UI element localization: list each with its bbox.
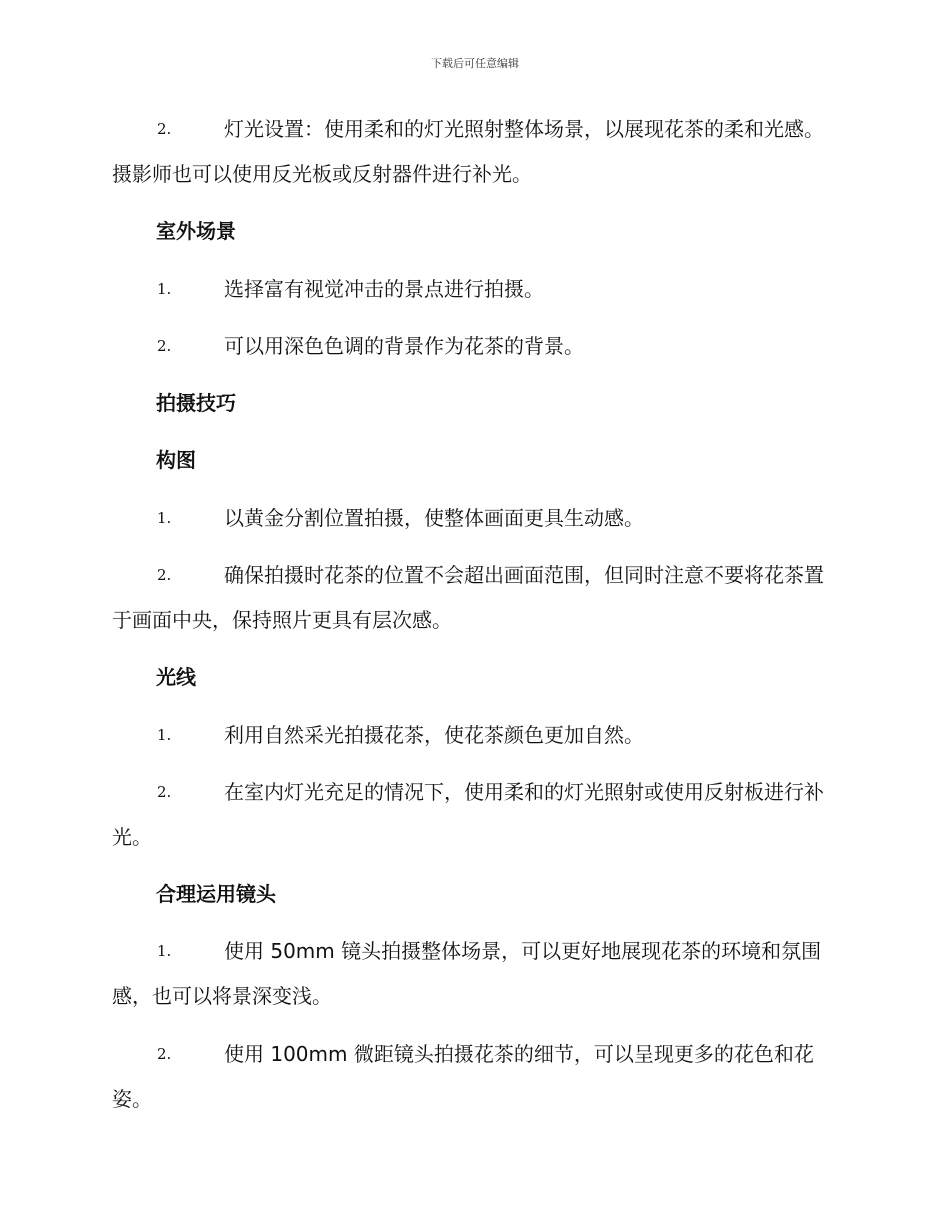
list-number: 1. [157, 280, 172, 298]
list-item [112, 324, 842, 369]
list-item [112, 496, 842, 541]
subsection-heading: 构图 [156, 448, 196, 472]
list-number: 2. [157, 337, 172, 355]
list-text: 以黄金分割位置拍摄，使整体画面更具生动感。 [224, 506, 644, 530]
list-item [112, 770, 842, 860]
list-number: 2. [157, 783, 172, 801]
list-item [112, 929, 842, 1019]
list-text: 确保拍摄时花茶的位置不会超出画面范围，但同时注意不要将花茶置于画面中央，保持照片更具有层次感。 [112, 563, 824, 632]
list-item [112, 553, 842, 643]
section-heading: 室外场景 [156, 219, 236, 243]
list-text: 可以用深色色调的背景作为花茶的背景。 [224, 334, 584, 358]
list-text: 利用自然采光拍摄花茶，使花茶颜色更加自然。 [224, 723, 644, 747]
section-heading: 拍摄技巧 [156, 391, 236, 415]
subsection-heading: 光线 [156, 665, 196, 689]
list-number: 1. [157, 942, 172, 960]
list-item [112, 1032, 842, 1122]
list-text: 灯光设置：使用柔和的灯光照射整体场景，以展现花茶的柔和光感。摄影师也可以使用反光板或反射器件进行补光。 [112, 117, 824, 186]
list-text: 在室内灯光充足的情况下，使用柔和的灯光照射或使用反射板进行补光。 [112, 780, 824, 849]
subsection-heading: 合理运用镜头 [156, 882, 276, 906]
list-number: 2. [157, 120, 172, 138]
list-number: 2. [157, 566, 172, 584]
list-item [112, 107, 842, 197]
page-header: 下载后可任意编辑 [431, 57, 519, 70]
list-text: 使用 50mm 镜头拍摄整体场景，可以更好地展现花茶的环境和氛围感，也可以将景深变浅。 [112, 939, 822, 1008]
list-item [112, 713, 842, 758]
list-item [112, 267, 842, 312]
list-text: 选择富有视觉冲击的景点进行拍摄。 [224, 277, 544, 301]
list-number: 2. [157, 1045, 172, 1063]
list-number: 1. [157, 726, 172, 744]
list-number: 1. [157, 509, 172, 527]
list-text: 使用 100mm 微距镜头拍摄花茶的细节，可以呈现更多的花色和花姿。 [112, 1042, 814, 1111]
